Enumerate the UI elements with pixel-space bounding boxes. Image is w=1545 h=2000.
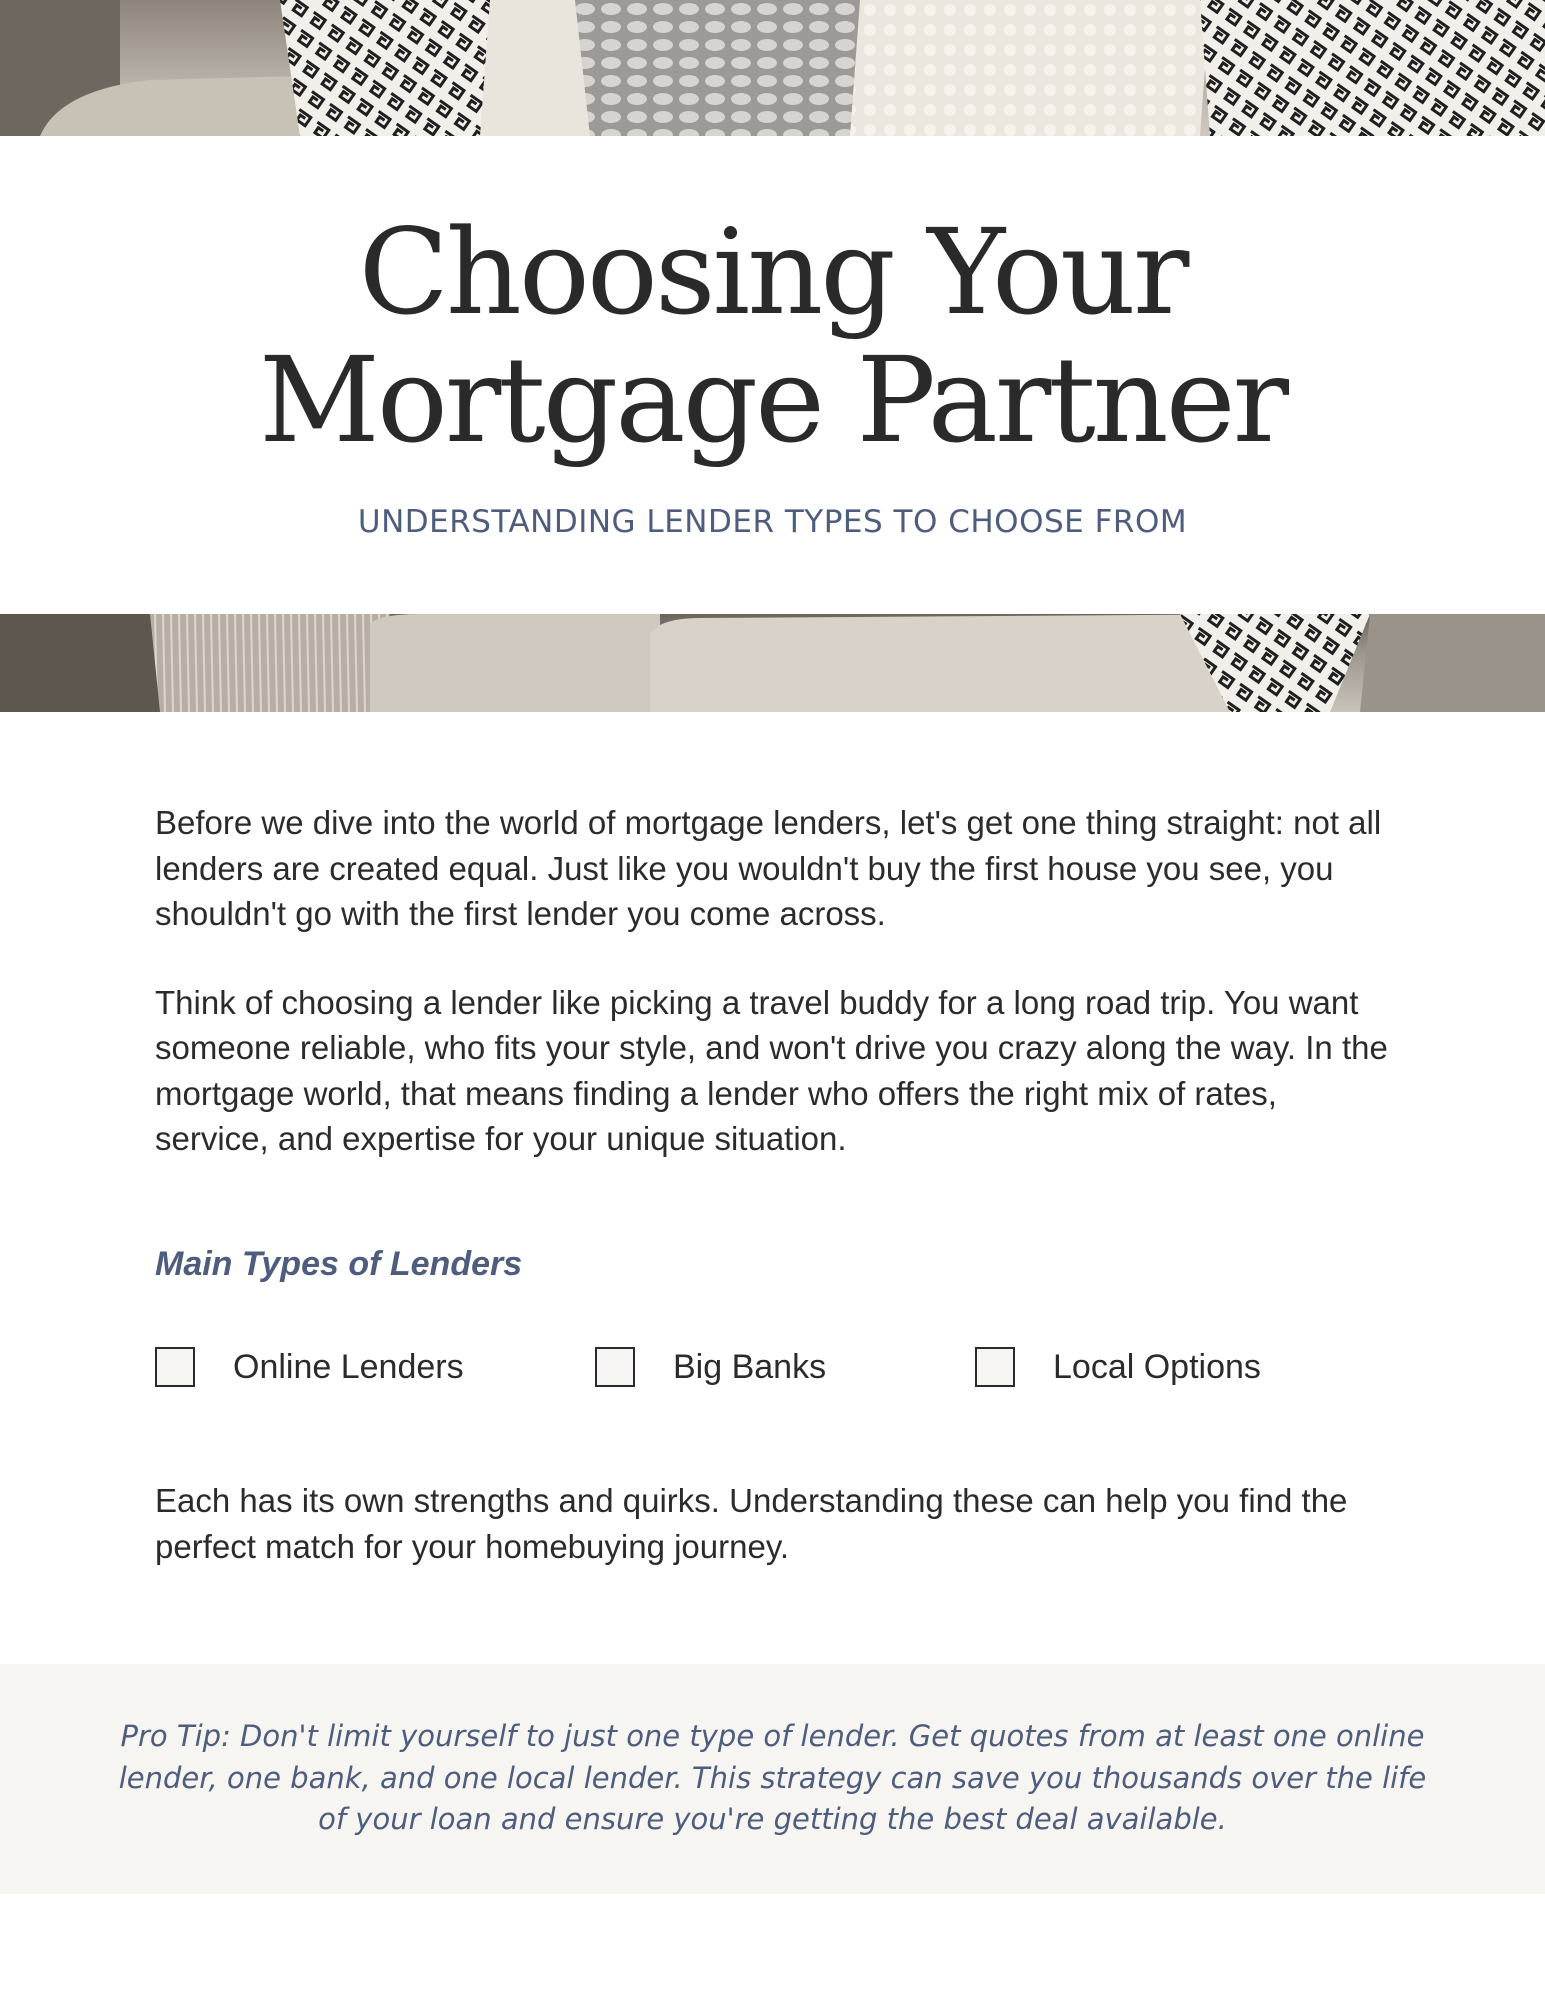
lender-type-checklist xyxy=(155,1345,1395,1395)
title-line-2: Mortgage Partner xyxy=(259,331,1286,469)
lender-types-heading: Main Types of Lenders xyxy=(155,1245,523,1283)
checklist-label: Online Lenders xyxy=(233,1347,464,1386)
sofa-photo xyxy=(0,614,1545,712)
checkbox-local-options[interactable] xyxy=(975,1347,1015,1387)
title-block xyxy=(0,136,1545,614)
checklist-item-big-banks[interactable] xyxy=(595,1345,826,1389)
pro-tip-box xyxy=(0,1664,1545,1894)
checklist-label: Big Banks xyxy=(673,1347,827,1386)
title-line-1: Choosing Your xyxy=(358,203,1187,341)
checkbox-big-banks[interactable] xyxy=(595,1347,635,1387)
checklist-item-online-lenders[interactable] xyxy=(155,1345,464,1389)
page-subtitle: UNDERSTANDING LENDER TYPES TO CHOOSE FROM xyxy=(357,504,1188,540)
header-photo xyxy=(0,0,1545,136)
page-title xyxy=(0,203,1545,469)
intro-paragraph-1: Before we dive into the world of mortgage lenders, let's get one thing straight: not all lenders are created equal. Just like you wouldn't buy the first house you see, you shouldn't go with the first lender you come across. xyxy=(155,804,1382,932)
pro-tip-text: Pro Tip: Don't limit yourself to just one type of lender. Get quotes from at least one online lender, one bank, and one local lender. This strategy can save you thousands over the life of your loan and ensure you're getting the best deal available. xyxy=(118,1719,1427,1836)
checklist-item-local-options[interactable] xyxy=(975,1345,1261,1389)
intro-section xyxy=(155,800,1395,1205)
checklist-label: Local Options xyxy=(1053,1347,1261,1386)
checkbox-online-lenders[interactable] xyxy=(155,1347,195,1387)
intro-paragraph-2: Think of choosing a lender like picking a travel buddy for a long road trip. You want someone reliable, who fits your style, and won't drive you crazy along the way. In the mortgage world, that means finding a lender who offers the right mix of rates, service, and expertise for your unique situation. xyxy=(155,983,1388,1157)
closing-paragraph: Each has its own strengths and quirks. Understanding these can help you find the perfect match for your homebuying journey. xyxy=(155,1482,1348,1565)
